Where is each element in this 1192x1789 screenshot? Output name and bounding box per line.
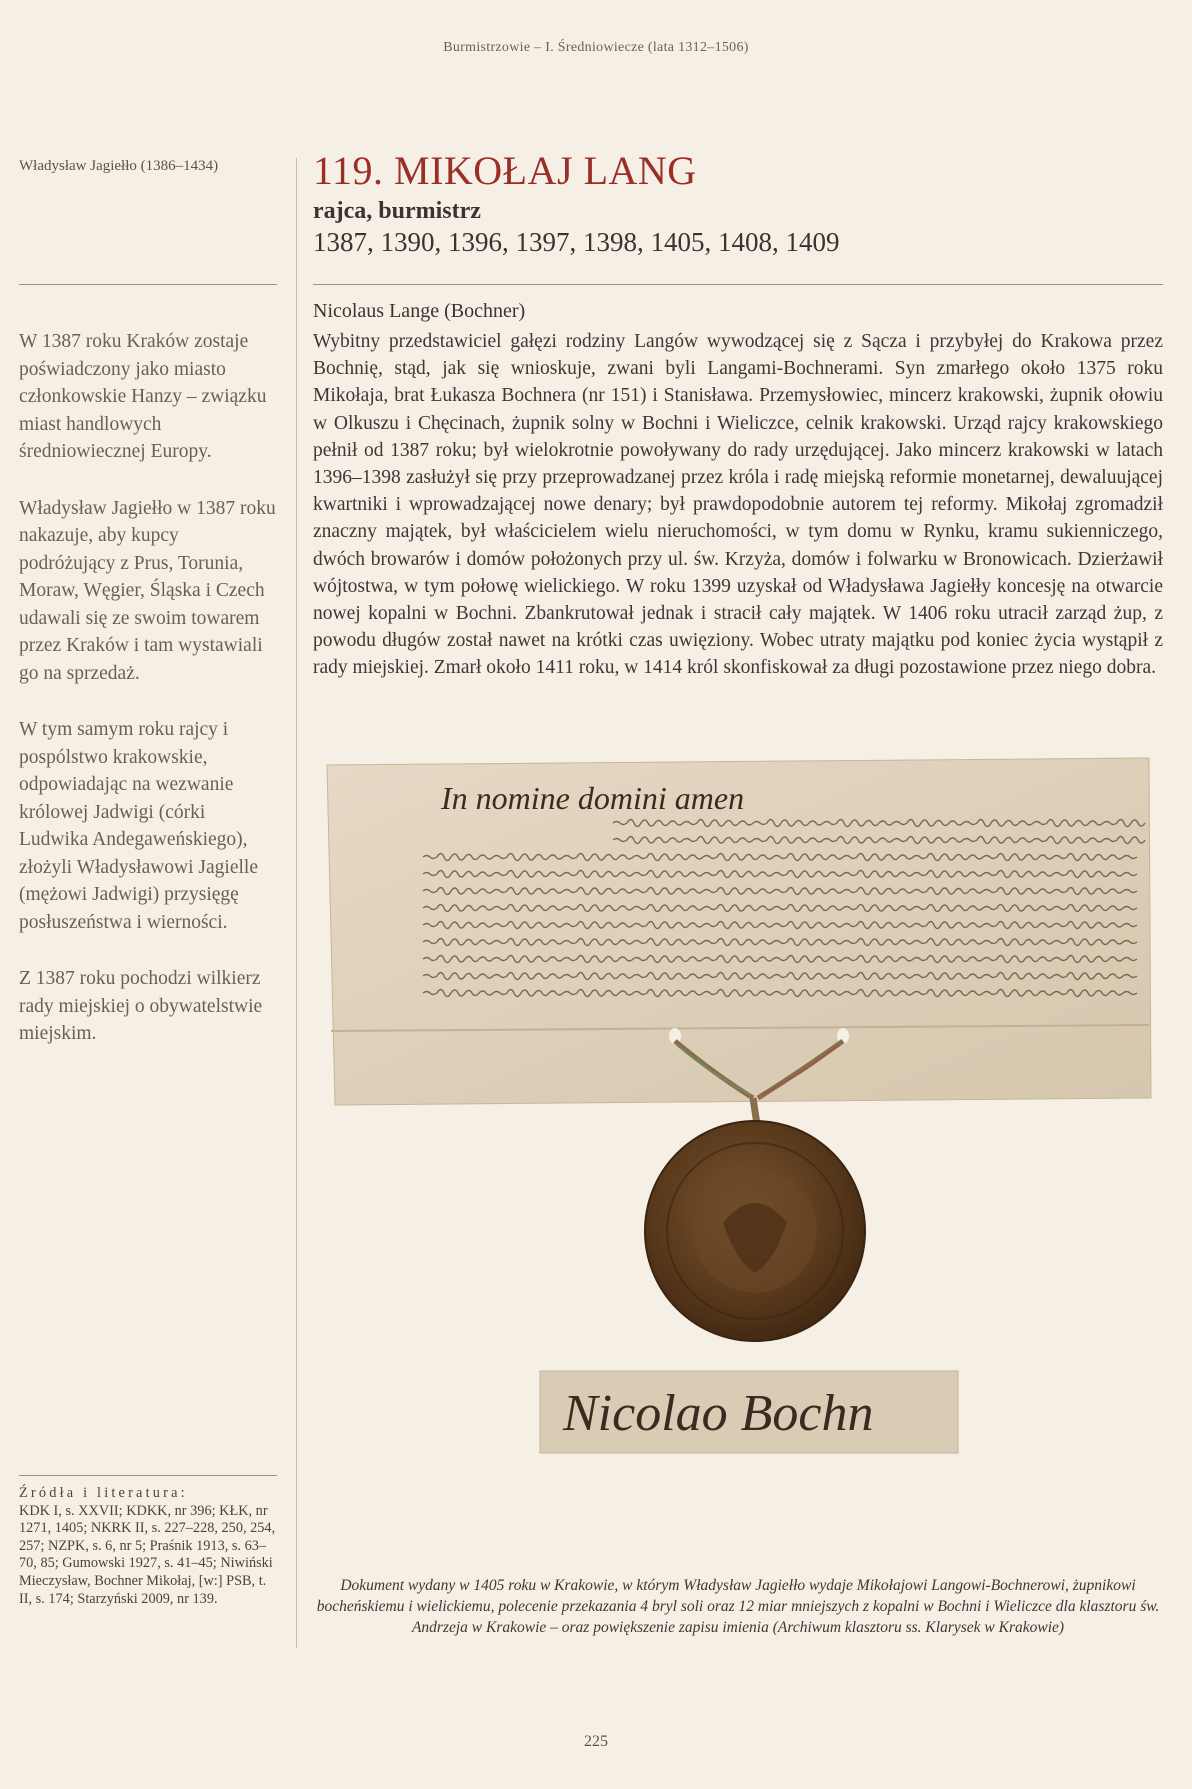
document-heading: In nomine domini amen: [441, 780, 745, 816]
figure-caption: Dokument wydany w 1405 roku w Krakowie, w którym Władysław Jagiełło wydaje Mikołajowi Langowi-Bochnerowi, żupnikowi bocheńskiemu i wielickiemu, polecenie przekazania 4 bryl soli oraz 12 miar mniejszych z kopalni w Bochni i Wieliczce dla klasztoru św. Andrzeja w Krakowie – oraz powiększenie zapisu imienia (Archiwum klasztoru ss. Klarysek w Krakowie): [316, 1577, 1160, 1636]
sources-block: [19, 1485, 277, 1608]
sources-text: KDK I, s. XXVII; KDKK, nr 396; KŁK, nr 1271, 1405; NKRK II, s. 227–228, 250, 254, 257; NZPK, s. 6, nr 5; Praśnik 1913, s. 63–70, 85; Gumowski 1927, s. 41–45; Niwiński Mieczysław, Bochner Mikołaj, [w:] PSB, t. II, s. 174; Starzyński 2009, nr 139.: [19, 1502, 276, 1607]
entry-header: [313, 148, 1163, 258]
page-number: 225: [584, 1733, 608, 1750]
sidebar-divider: [19, 284, 277, 285]
sidebar-note: Z 1387 roku pochodzi wilkierz rady miejskiej o obywatelstwie miejskim.: [19, 968, 263, 1044]
column-divider: [296, 158, 297, 1648]
reign-label: Władysław Jagiełło (1386–1434): [19, 158, 219, 174]
entry-role: rajca, burmistrz: [313, 198, 481, 224]
sources-divider: [19, 1475, 277, 1476]
charter-image: [313, 753, 1163, 1471]
sidebar-note: W 1387 roku Kraków zostaje poświadczony jako miasto członkowskie Hanzy – związku miast handlowych średniowiecznej Europy.: [19, 331, 267, 462]
entry-years: 1387, 1390, 1396, 1397, 1398, 1405, 1408, 1409: [313, 227, 840, 257]
sidebar-note: Władysław Jagiełło w 1387 roku nakazuje, aby kupcy podróżujący z Prus, Torunia, Moraw, Węgier, Śląska i Czech udawali się ze swoim towarem przez Kraków i tam wystawiali go na sprzedaż.: [19, 497, 276, 684]
latin-name: Nicolaus Lange (Bochner): [313, 300, 526, 322]
sidebar-notes: [19, 328, 277, 1077]
running-head: Burmistrzowie – I. Średniowiecze (lata 1312–1506): [443, 40, 749, 55]
sources-label: Źródła i literatura:: [19, 1485, 188, 1501]
name-detail-text: Nicolao Bochn: [563, 1385, 874, 1442]
header-rule: [313, 284, 1163, 285]
entry-title: 119. MIKOŁAJ LANG: [313, 148, 697, 193]
biography-text: Wybitny przedstawiciel gałęzi rodziny Langów wywodzącej się z Sącza i przybyłej do Krakowa przez Bochnię, stąd, jak się wnioskuje, zwani byli Langami-Bochnerami. Syn zmarłego około 1375 roku Mikołaja, brat Łukasza Bochnera (nr 151) i Stanisława. Przemysłowiec, mincerz krakowski, żupnik ołowiu w Olkuszu i Chęcinach, żupnik solny w Bochni i Wieliczce, celnik krakowski. Urząd rajcy krakowskiego pełnił od 1387 roku; był wielokrotnie powoływany do rady urzędującej. Jako mincerz krakowski w latach 1396–1398 zasłużył się przy przeprowadzanej przez króla i radę miejską reformie monetarnej, dewaluującej kwartniki i wprowadzającej nowe denary; był prawdopodobnie autorem tej reformy. Mikołaj zgromadził znaczny majątek, był właścicielem wielu nieruchomości, w tym domu w Rynku, kramu sukienniczego, dwóch browarów i domów położonych przy ul. św. Krzyża, domów i folwarku w Bronowicach. Dzierżawił wójtostwa, w tym połowę wielickiego. W roku 1399 uzyskał od Władysława Jagiełły koncesję na otwarcie nowej kopalni w Bochni. Zbankrutował jednak i stracił cały majątek. W 1406 roku utracił zarząd żup, z powodu długów został nawet na krótki czas uwięziony. Wobec utraty majątku pod koniec życia wystąpił z rady miejskiej. Zmarł około 1411 roku, w 1414 król skonfiskował za długi pozostawione przez niego dobra.: [313, 331, 1163, 679]
sidebar-note: W tym samym roku rajcy i pospólstwo krakowskie, odpowiadając na wezwanie królowej Jadwigi (córki Ludwika Andegaweńskiego), złożyli Władysławowi Jagielle (mężowi Jadwigi) przysięgę posłuszeństwa i wierności.: [19, 719, 258, 933]
document-figure: [313, 753, 1163, 1471]
